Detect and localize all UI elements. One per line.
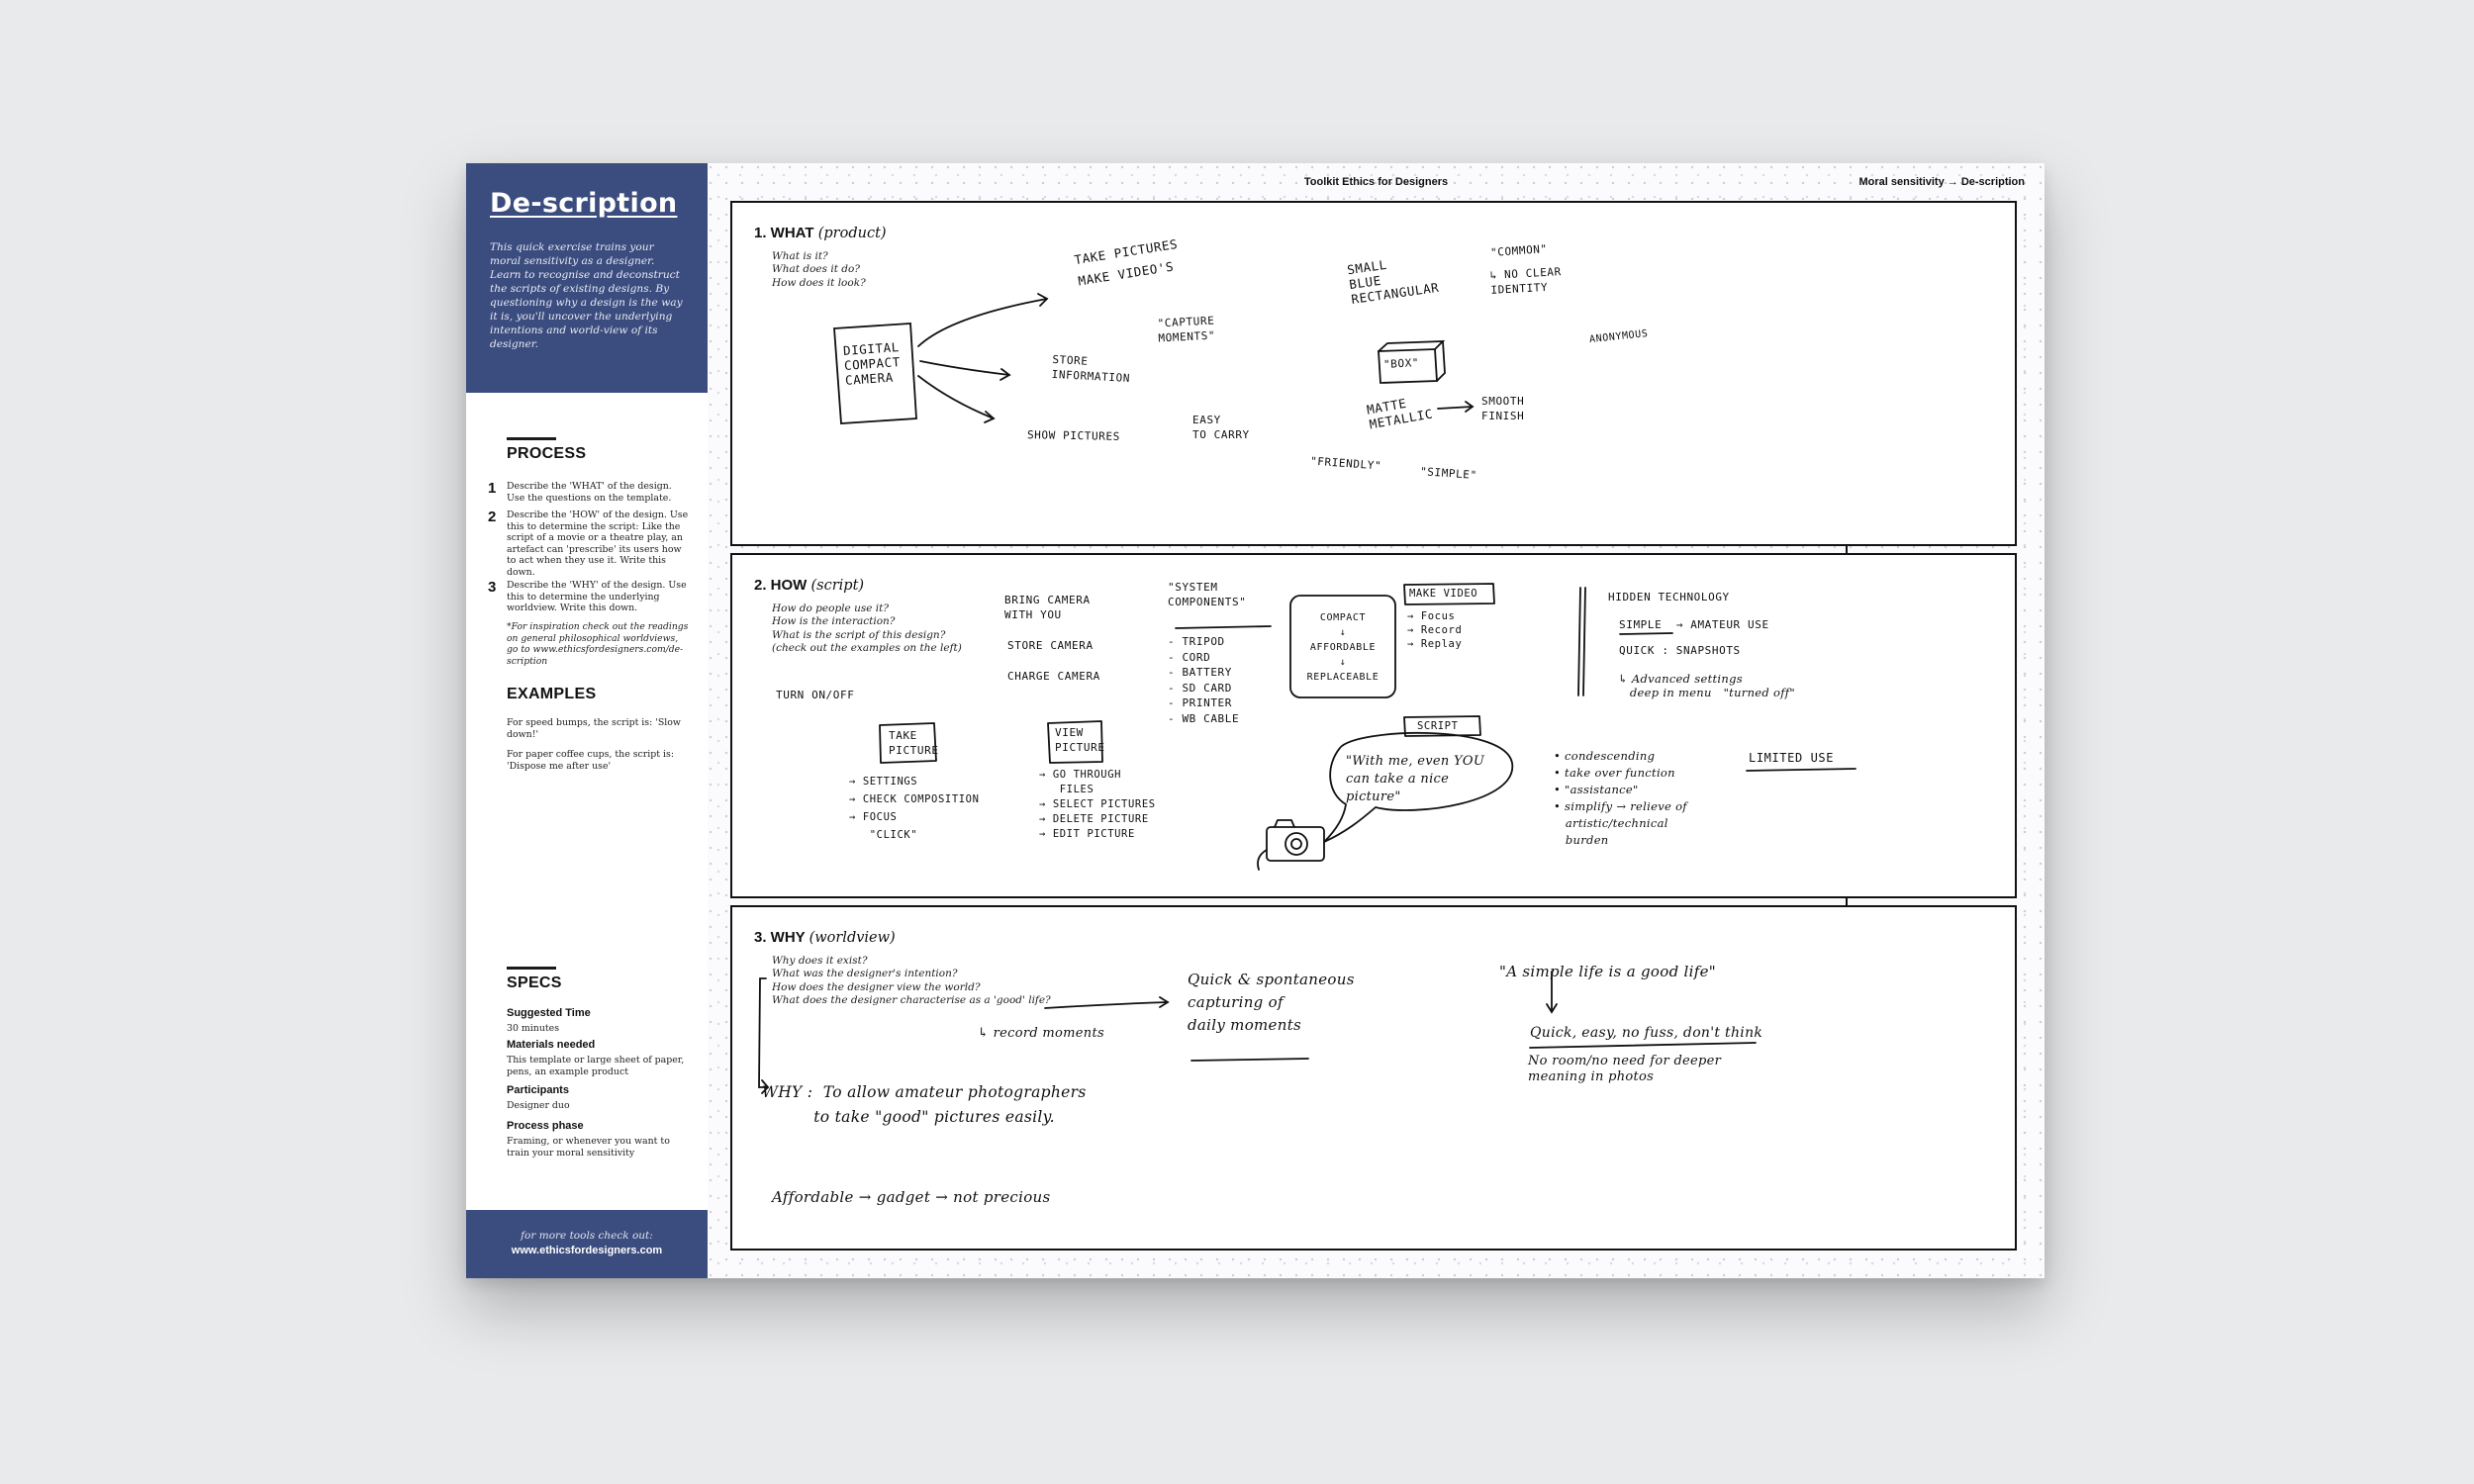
spec-materials-value: This template or large sheet of paper, pens, an example product: [507, 1055, 685, 1077]
spec-time-label: Suggested Time: [507, 1007, 591, 1019]
note-small-blue: SMALL BLUE RECTANGULAR: [1346, 256, 1441, 308]
note-make-video: MAKE VIDEO: [1409, 588, 1478, 600]
how-sketch-lines: [732, 555, 2015, 896]
note-charge-camera: CHARGE CAMERA: [1007, 670, 1100, 683]
spec-time-value: 30 minutes: [507, 1023, 559, 1034]
note-anonymous: ANONYMOUS: [1588, 327, 1650, 346]
spec-materials-label: Materials needed: [507, 1039, 596, 1051]
note-bring-camera: BRING CAMERA WITH YOU: [1004, 594, 1091, 621]
note-make-videos: MAKE VIDEO'S: [1077, 258, 1176, 289]
footer-caption: for more tools check out:: [521, 1230, 653, 1242]
process-divider: [507, 437, 556, 440]
intro-text: This quick exercise trains your moral sensitivity as a designer. Learn to recognise and deconstruct the scripts of existing designs. By questioning why a design is the way it is, you'll uncover the underlying intentions and world-view of its designer.: [490, 241, 683, 350]
note-no-identity: ↳ NO CLEAR IDENTITY: [1489, 265, 1563, 297]
panel-how-questions: How do people use it? How is the interaction? What is the script of this design? (check out the examples on the left): [772, 603, 962, 654]
note-advanced: ↳ Advanced settings deep in menu "turned off": [1618, 672, 1795, 699]
example-item: For paper coffee cups, the script is: 'Dispose me after use': [507, 749, 674, 772]
note-why: WHY : To allow amateur photographers to take "good" pictures easily.: [762, 1083, 1087, 1126]
examples-heading: EXAMPLES: [507, 686, 597, 702]
note-simple-use: SIMPLE → AMATEUR USE: [1619, 618, 1769, 631]
note-friendly: "FRIENDLY": [1309, 454, 1382, 473]
note-smooth: SMOOTH FINISH: [1481, 395, 1525, 422]
specs-divider: [507, 967, 556, 970]
note-script: SCRIPT: [1417, 720, 1459, 732]
worksheet: [466, 163, 2045, 1278]
panel-what-questions: What is it? What does it do? How does it look?: [772, 250, 866, 289]
process-heading: PROCESS: [507, 445, 587, 462]
note-show: SHOW PICTURES: [1026, 428, 1121, 443]
note-product: DIGITAL COMPACT CAMERA: [842, 339, 902, 388]
note-bullets: • condescending • take over function • "assistance" • simplify → relieve of artistic/technical burden: [1554, 749, 1687, 847]
sidebar-header: [466, 163, 708, 393]
what-sketch-lines: [732, 203, 2015, 544]
note-take-picture: TAKE PICTURE: [889, 729, 939, 757]
panel-what-title: 1. WHAT (product): [754, 225, 887, 241]
note-store: STORE INFORMATION: [1051, 352, 1131, 386]
note-easy: EASY TO CARRY: [1192, 414, 1250, 441]
note-capture: "CAPTURE MOMENTS": [1157, 314, 1216, 345]
example-item: For speed bumps, the script is: 'Slow down!': [507, 717, 681, 740]
spec-phase-value: Framing, or whenever you want to train your moral sensitivity: [507, 1136, 670, 1159]
note-quick-easy: Quick, easy, no fuss, don't think: [1530, 1025, 1763, 1041]
footer-link[interactable]: www.ethicsfordesigners.com: [511, 1245, 663, 1256]
note-quick-spontaneous: Quick & spontaneous capturing of daily moments: [1188, 971, 1355, 1034]
specs-heading: SPECS: [507, 974, 562, 991]
note-system: "SYSTEM COMPONENTS": [1168, 581, 1247, 608]
spec-participants-label: Participants: [507, 1084, 569, 1096]
panel-why: [730, 905, 2017, 1251]
sheet-title: De-scription: [490, 188, 678, 219]
template-area: [708, 163, 2045, 1278]
note-simple-life: "A simple life is a good life": [1499, 963, 1716, 980]
spec-participants-value: Designer duo: [507, 1100, 570, 1111]
breadcrumb: Moral sensitivity → De-scription: [1858, 176, 2025, 188]
note-matte: MATTE METALLIC: [1365, 395, 1435, 432]
panel-why-questions: Why does it exist? What was the designer's intention? How does the designer view the world? What does the designer characterise as a 'good' life?: [772, 955, 1051, 1006]
toolkit-header: Toolkit Ethics for Designers: [1303, 176, 1449, 188]
note-hidden-tech: HIDDEN TECHNOLOGY: [1608, 591, 1730, 603]
note-speech-bubble: "With me, even YOU can take a nice picture": [1346, 754, 1485, 804]
process-note: *For inspiration check out the readings on general philosophical worldviews, go to www.ethicsfordesigners.com/de-scription: [507, 621, 689, 667]
note-store-camera: STORE CAMERA: [1007, 639, 1094, 652]
panel-how-title: 2. HOW (script): [754, 577, 865, 594]
note-take-pictures: TAKE PICTURES: [1073, 235, 1180, 268]
note-affordable: Affordable → gadget → not precious: [772, 1188, 1051, 1206]
note-view-steps: → GO THROUGH FILES → SELECT PICTURES → DELETE PICTURE → EDIT PICTURE: [1039, 769, 1156, 840]
note-box: "BOX": [1382, 356, 1420, 371]
note-video-steps: → Focus → Record → Replay: [1407, 610, 1463, 650]
note-view-picture: VIEW PICTURE: [1055, 726, 1105, 754]
note-components: - TRIPOD - CORD - BATTERY - SD CARD - PRINTER - WB CABLE: [1168, 635, 1240, 725]
note-limited-use: LIMITED USE: [1749, 751, 1835, 765]
spec-phase-label: Process phase: [507, 1120, 584, 1132]
note-simple: "SIMPLE": [1419, 465, 1478, 482]
panel-what: [730, 201, 2017, 546]
note-quick: QUICK : SNAPSHOTS: [1619, 644, 1741, 657]
note-take-steps: → SETTINGS → CHECK COMPOSITION → FOCUS "CLICK": [849, 776, 980, 841]
note-compact: COMPACT ↓ AFFORDABLE ↓ REPLACEABLE: [1306, 612, 1380, 683]
sidebar: De-scription This quick exercise trains your moral sensitivity as a designer. Learn to recognise and deconstruct the scripts of existing designs. By questioning why a design is the way it is, you'll uncover the underlying intentions and world-view of its designer. PROCESS 1 Describe the 'WHAT' of the design. Use the questions on the template. 2 Describe the 'HOW' of the design. Use this to determine the script: Like the script of a movie or a theatre play, an artefact can 'prescribe' its users how to act when they use it. Write this down. 3 Describe the 'WHY' of the design. Use this to determine the underlying worldview. Write this down. *For inspiration check out the readings on general philosophical worldviews, go to www.ethicsfordesigners.com/de-scription EXAMPLES For speed bumps, the script is: 'Slow down!' For paper coffee cups, the script is: 'Dispose me after use' SPECS Suggested Time 30 minutes Materials needed This template or large sheet of paper, pens, an example product Participants Designer duo Process phase Framing, or whenever you want to train your moral sensitivity for more tools check out: www.ethicsfordesigners.com: [466, 163, 708, 1278]
panel-how: [730, 553, 2017, 898]
note-no-room: No room/no need for deeper meaning in photos: [1528, 1054, 1722, 1084]
sidebar-footer: [466, 1210, 708, 1278]
panel-why-title: 3. WHY (worldview): [754, 929, 896, 946]
note-turn-on-off: TURN ON/OFF: [776, 689, 855, 701]
note-record: ↳ record moments: [978, 1026, 1104, 1041]
note-common: "COMMON": [1489, 242, 1549, 259]
